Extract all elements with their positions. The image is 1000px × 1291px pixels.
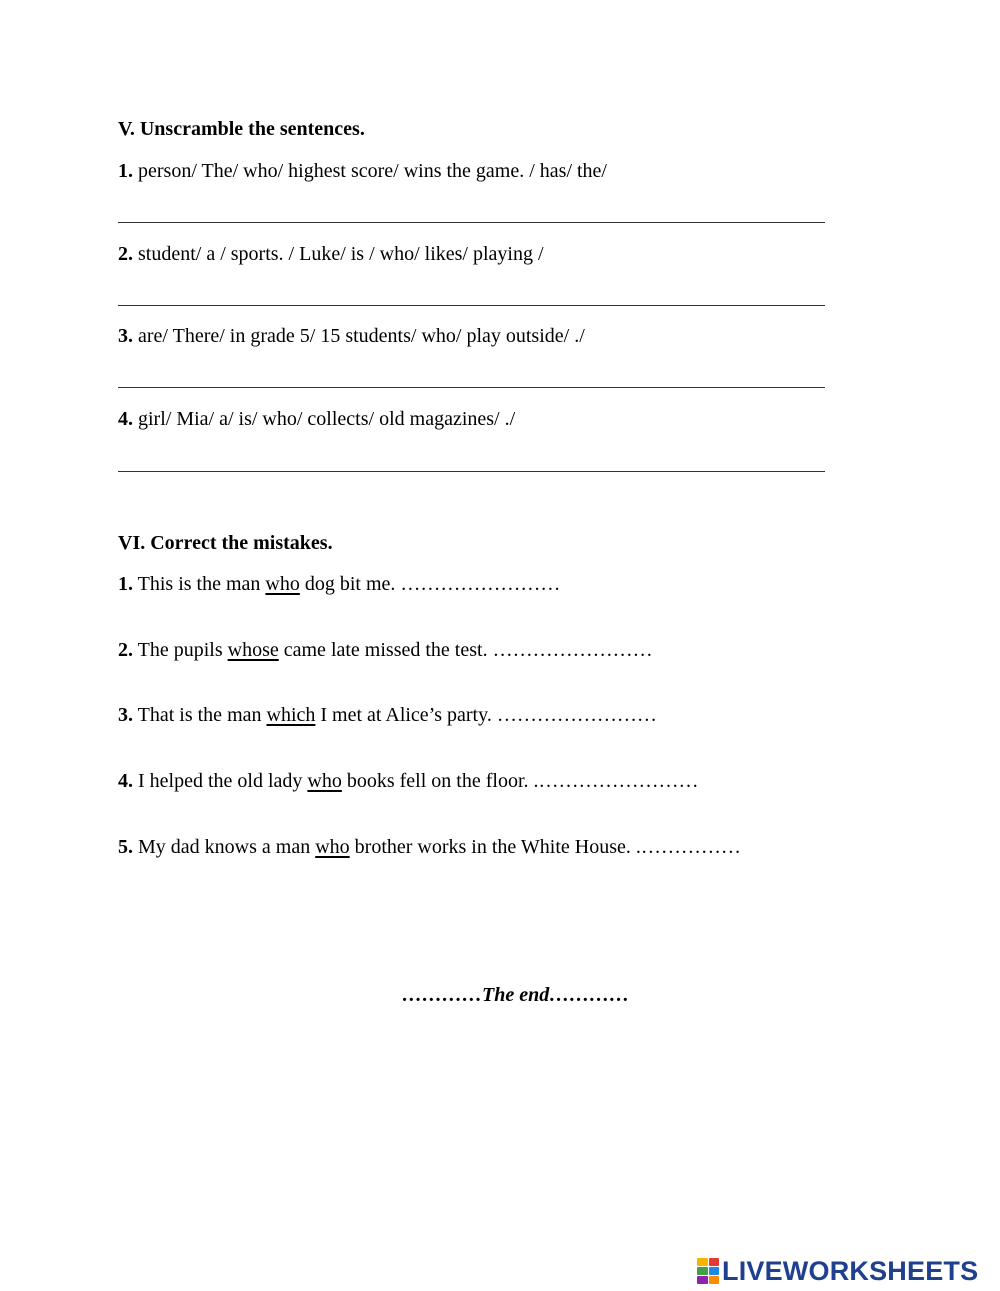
the-end-text: …………The end………… — [402, 984, 630, 1006]
logo-block — [697, 1276, 708, 1284]
correct-item-2 — [118, 639, 653, 662]
mistake-word: whose — [227, 639, 279, 661]
unscramble-item-3 — [118, 325, 585, 348]
item-text: student/ a / sports. / Luke/ is / who/ likes/ playing / — [133, 243, 544, 265]
item-number: 1. — [118, 573, 133, 595]
item-number: 2. — [118, 243, 133, 265]
correct-item-1 — [118, 573, 560, 596]
section-v-title: V. Unscramble the sentences. — [118, 118, 365, 140]
logo-block — [709, 1276, 720, 1284]
mistake-word: who — [307, 770, 342, 792]
liveworksheets-brand[interactable] — [697, 1255, 978, 1287]
item-number: 3. — [118, 325, 133, 347]
item-text-after[interactable]: came late missed the test. …………………… — [278, 639, 653, 661]
item-number: 4. — [118, 408, 133, 430]
item-text-before: That is the man — [133, 704, 267, 726]
item-text: are/ There/ in grade 5/ 15 students/ who/ play outside/ ./ — [133, 325, 585, 347]
item-text-before: My dad knows a man — [133, 836, 316, 858]
item-text-before: This is the man — [133, 573, 266, 595]
answer-line-2[interactable] — [118, 305, 825, 306]
item-number: 4. — [118, 770, 133, 792]
item-text-after[interactable]: I met at Alice’s party. …………………… — [315, 704, 657, 726]
answer-line-4[interactable] — [118, 471, 825, 472]
liveworksheets-logo-icon — [697, 1258, 719, 1284]
item-text: person/ The/ who/ highest score/ wins the game. / has/ the/ — [133, 160, 607, 182]
unscramble-item-4 — [118, 408, 515, 431]
correct-item-4 — [118, 770, 699, 793]
correct-item-5 — [118, 836, 741, 859]
answer-line-1[interactable] — [118, 222, 825, 223]
item-number: 1. — [118, 160, 133, 182]
item-text-before: I helped the old lady — [133, 770, 308, 792]
mistake-word: who — [315, 836, 350, 858]
mistake-word: who — [265, 573, 300, 595]
logo-block — [697, 1267, 708, 1275]
item-number: 3. — [118, 704, 133, 726]
item-text-before: The pupils — [133, 639, 228, 661]
unscramble-item-1 — [118, 160, 607, 183]
mistake-word: which — [266, 704, 316, 726]
item-text-after[interactable]: dog bit me. …………………… — [299, 573, 561, 595]
item-number: 2. — [118, 639, 133, 661]
item-text: girl/ Mia/ a/ is/ who/ collects/ old magazines/ ./ — [133, 408, 516, 430]
logo-block — [709, 1258, 720, 1266]
answer-line-3[interactable] — [118, 387, 825, 388]
logo-block — [709, 1267, 720, 1275]
section-vi-title: VI. Correct the mistakes. — [118, 532, 333, 554]
brand-name: LIVEWORKSHEETS — [722, 1255, 979, 1286]
item-text-after[interactable]: books fell on the floor. .…………………… — [341, 770, 699, 792]
item-text-after[interactable]: brother works in the White House. .…………… — [349, 836, 741, 858]
logo-block — [697, 1258, 708, 1266]
unscramble-item-2 — [118, 243, 544, 266]
correct-item-3 — [118, 704, 657, 727]
item-number: 5. — [118, 836, 133, 858]
